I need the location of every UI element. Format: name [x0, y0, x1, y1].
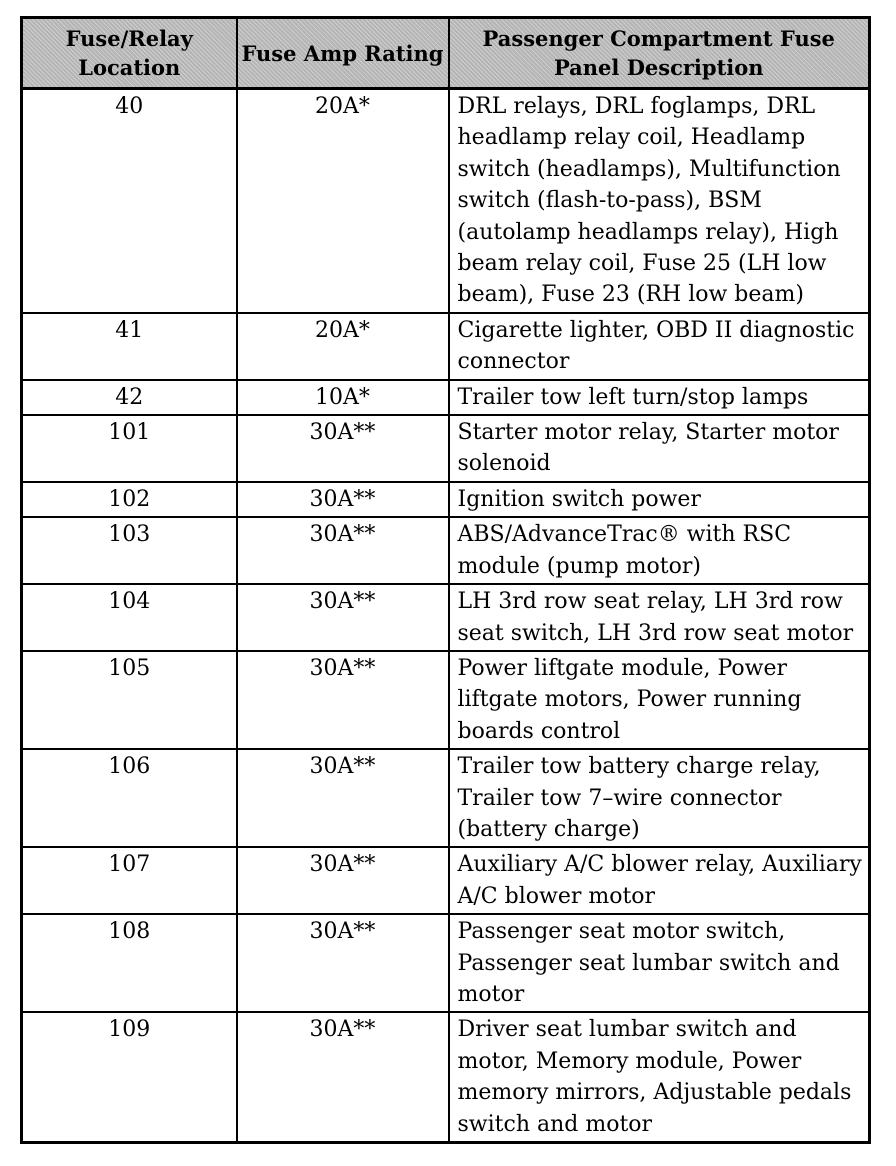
table-row	[22, 313, 870, 380]
cell-location: 108	[22, 914, 237, 1012]
cell-amp-rating: 10A*	[237, 380, 449, 415]
cell-location: 102	[22, 482, 237, 517]
cell-location: 107	[22, 847, 237, 914]
cell-location: 103	[22, 517, 237, 584]
cell-amp-rating: 30A**	[237, 651, 449, 749]
table-row	[22, 584, 870, 651]
cell-location: 40	[22, 89, 237, 313]
cell-amp-rating: 30A**	[237, 415, 449, 482]
cell-description: Starter motor relay, Starter motor solenoid	[449, 415, 870, 482]
table-row	[22, 89, 870, 313]
cell-location: 41	[22, 313, 237, 380]
cell-amp-rating: 30A**	[237, 914, 449, 1012]
cell-amp-rating: 30A**	[237, 749, 449, 847]
table-row	[22, 380, 870, 415]
table-row	[22, 415, 870, 482]
cell-description: Driver seat lumbar switch and motor, Memory module, Power memory mirrors, Adjustable pedals switch and motor	[449, 1012, 870, 1142]
header-row	[22, 18, 870, 89]
cell-amp-rating: 20A*	[237, 89, 449, 313]
cell-amp-rating: 30A**	[237, 847, 449, 914]
header-description: Passenger Compartment Fuse Panel Description	[449, 18, 870, 89]
table-row	[22, 651, 870, 749]
table-row	[22, 482, 870, 517]
cell-description: LH 3rd row seat relay, LH 3rd row seat switch, LH 3rd row seat motor	[449, 584, 870, 651]
table-row	[22, 914, 870, 1012]
fuse-table	[20, 16, 871, 1144]
cell-description: Passenger seat motor switch, Passenger seat lumbar switch and motor	[449, 914, 870, 1012]
cell-location: 42	[22, 380, 237, 415]
cell-location: 106	[22, 749, 237, 847]
table-body	[22, 89, 870, 1143]
table-row	[22, 517, 870, 584]
cell-location: 109	[22, 1012, 237, 1142]
cell-description: Cigarette lighter, OBD II diagnostic connector	[449, 313, 870, 380]
cell-description: Power liftgate module, Power liftgate motors, Power running boards control	[449, 651, 870, 749]
cell-location: 105	[22, 651, 237, 749]
table-row	[22, 749, 870, 847]
header-location: Fuse/Relay Location	[22, 18, 237, 89]
cell-description: Trailer tow battery charge relay, Trailer tow 7–wire connector (battery charge)	[449, 749, 870, 847]
cell-location: 101	[22, 415, 237, 482]
cell-description: Trailer tow left turn/stop lamps	[449, 380, 870, 415]
cell-description: Ignition switch power	[449, 482, 870, 517]
cell-amp-rating: 30A**	[237, 1012, 449, 1142]
table-row	[22, 1012, 870, 1142]
cell-amp-rating: 30A**	[237, 584, 449, 651]
header-amp-rating: Fuse Amp Rating	[237, 18, 449, 89]
cell-amp-rating: 30A**	[237, 482, 449, 517]
cell-description: DRL relays, DRL foglamps, DRL headlamp relay coil, Headlamp switch (headlamps), Multifunction switch (flash-to-pass), BSM (autolamp headlamps relay), High beam relay coil, Fuse 25 (LH low beam), Fuse 23 (RH low beam)	[449, 89, 870, 313]
cell-location: 104	[22, 584, 237, 651]
table-row	[22, 847, 870, 914]
cell-amp-rating: 30A**	[237, 517, 449, 584]
cell-description: ABS/AdvanceTrac® with RSC module (pump motor)	[449, 517, 870, 584]
table-header	[22, 18, 870, 89]
cell-description: Auxiliary A/C blower relay, Auxiliary A/C blower motor	[449, 847, 870, 914]
cell-amp-rating: 20A*	[237, 313, 449, 380]
